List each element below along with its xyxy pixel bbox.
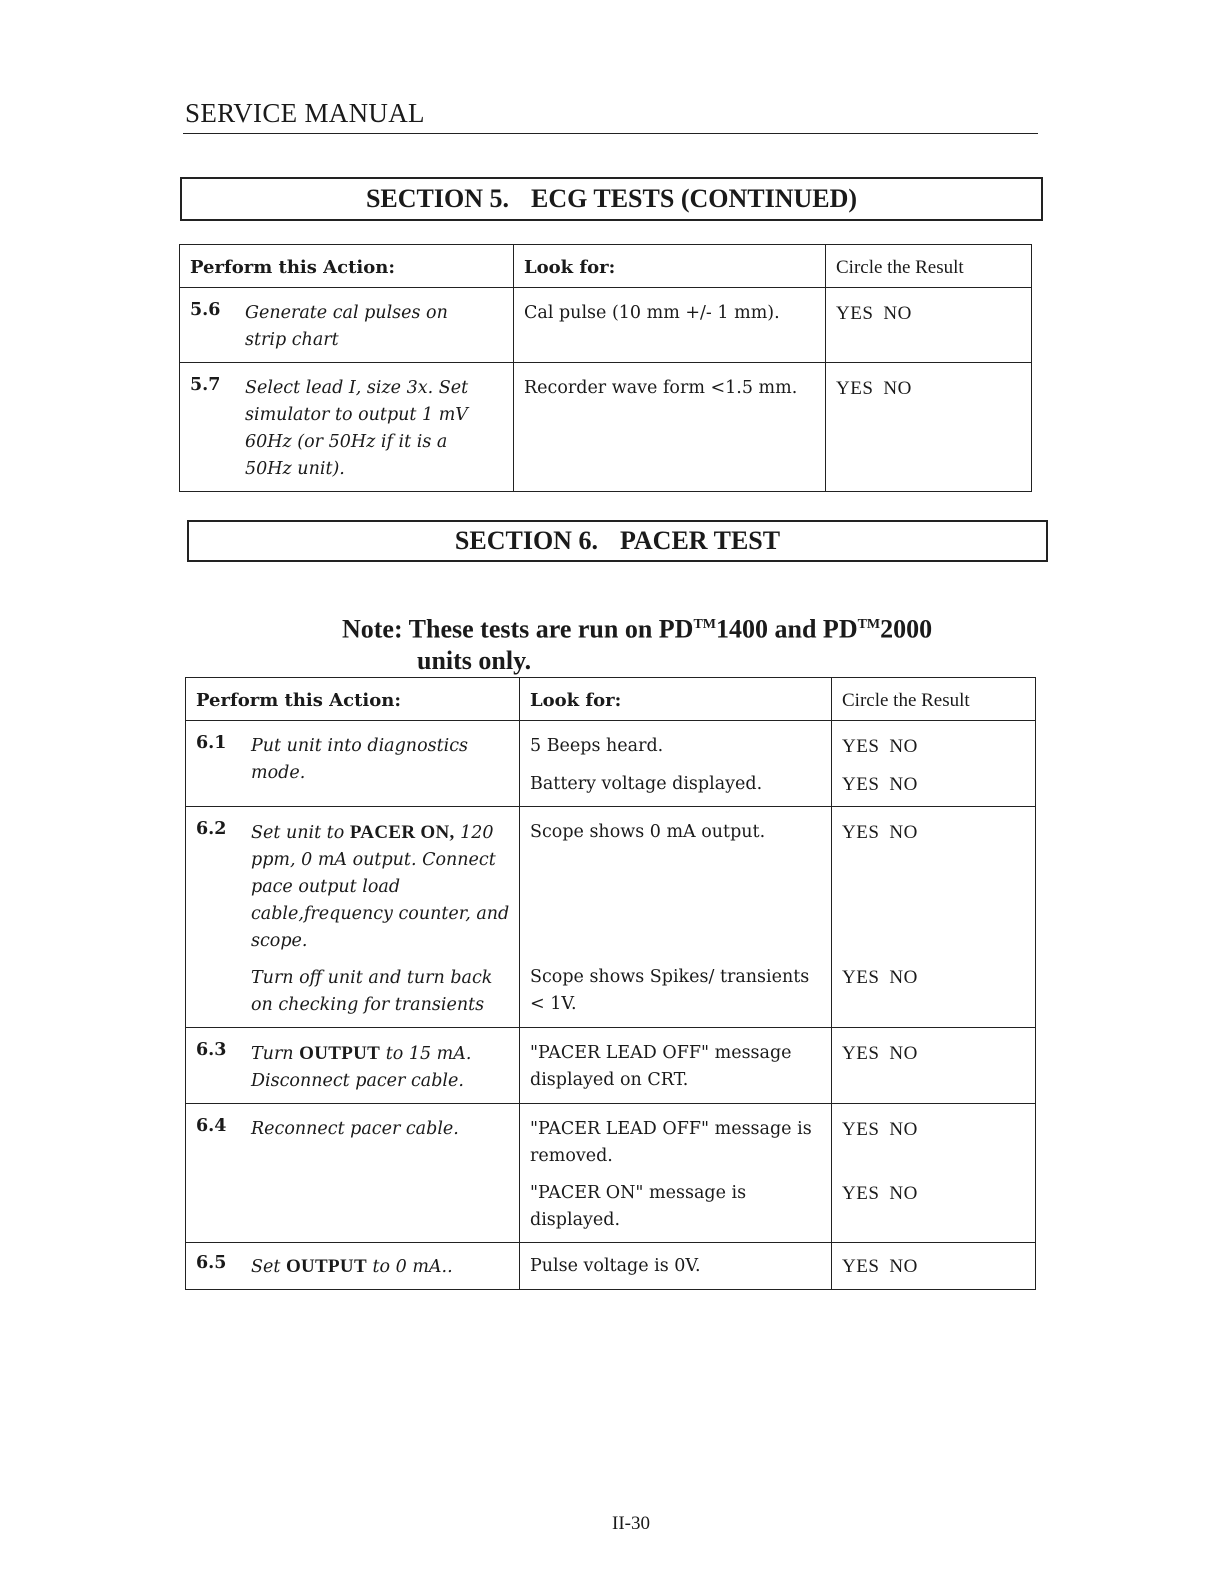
step-action: Reconnect pacer cable. [251, 1119, 459, 1139]
table-row [186, 807, 1036, 1028]
step-action: Select lead I, size 3x. Set simulator to output 1 mV 60Hz (or 50Hz if it is a 50Hz unit). [245, 378, 469, 479]
result-no[interactable]: NO [883, 303, 912, 324]
result-options [842, 1116, 1027, 1143]
result-no[interactable]: NO [889, 1119, 918, 1140]
note-line-2: units only. [417, 646, 532, 675]
result-yes[interactable]: YES [842, 967, 880, 988]
table-row [186, 721, 1036, 807]
note-model-1: 1400 and PD [716, 614, 858, 644]
step-number: 6.5 [196, 1253, 227, 1273]
step-look-for: Cal pulse (10 mm +/- 1 mm). [524, 303, 780, 323]
table-row [186, 1028, 1036, 1104]
step-look-for-group [520, 721, 831, 806]
table-header-row [180, 245, 1032, 288]
result-no[interactable]: NO [889, 967, 918, 988]
step-look-for: "PACER LEAD OFF" message displayed on CRT. [530, 1043, 792, 1090]
step-action: Put unit into diagnostics mode. [251, 736, 469, 783]
step-look-for: 5 Beeps heard. [530, 736, 664, 756]
step-number: 5.6 [190, 300, 221, 320]
step-look-for: "PACER LEAD OFF" message is removed. [530, 1119, 812, 1166]
table-row [180, 363, 1032, 492]
step-action-text: to 0 mA.. [366, 1257, 453, 1277]
step-action: Generate cal pulses on strip chart [245, 303, 448, 350]
page-number: II-30 [612, 1513, 650, 1534]
step-action-keyword: OUTPUT [299, 1043, 381, 1064]
result-options [842, 733, 1027, 760]
column-header-result: Circle the Result [826, 245, 1032, 288]
table-row [180, 288, 1032, 363]
step-action [251, 1253, 453, 1281]
step-action: Turn off unit and turn back on checking for transients [251, 968, 493, 1015]
result-no[interactable]: NO [889, 1183, 918, 1204]
section-5-title: ECG TESTS (CONTINUED) [531, 184, 858, 213]
step-look-for: Recorder wave form <1.5 mm. [524, 378, 798, 398]
result-no[interactable]: NO [883, 378, 912, 399]
result-no[interactable]: NO [889, 1043, 918, 1064]
result-no[interactable]: NO [889, 822, 918, 843]
section-5-label: SECTION 5. [365, 184, 509, 213]
result-no[interactable]: NO [889, 1256, 918, 1277]
result-options-group [832, 1104, 1035, 1215]
section-6-label: SECTION 6. [454, 526, 598, 555]
section-6-table [185, 677, 1036, 1290]
result-options [826, 288, 1031, 335]
step-look-for: Battery voltage displayed. [530, 774, 763, 794]
step-action [251, 819, 511, 955]
result-yes[interactable]: YES [842, 774, 880, 795]
table-row [186, 1104, 1036, 1243]
step-number: 6.1 [196, 733, 227, 753]
page-header-title: SERVICE MANUAL [185, 98, 425, 128]
result-options [842, 1180, 1027, 1207]
section-6-banner [187, 520, 1048, 562]
result-options-group [832, 807, 1035, 999]
step-action-text: Set [251, 1257, 286, 1277]
result-yes[interactable]: YES [842, 1043, 880, 1064]
column-header-action: Perform this Action: [186, 678, 520, 721]
step-look-for-group [520, 807, 831, 1026]
note-model-2: 2000 [880, 614, 933, 644]
result-options [826, 363, 1031, 410]
result-options [842, 771, 1027, 798]
result-options [842, 964, 1027, 991]
trademark-mark: TM [857, 617, 881, 632]
step-number: 6.4 [196, 1116, 227, 1136]
result-yes[interactable]: YES [836, 303, 874, 324]
result-options [832, 1028, 1035, 1075]
note-prefix: Note: These tests are run on PD [342, 614, 694, 644]
result-options-group [832, 721, 1035, 806]
step-number: 6.3 [196, 1040, 227, 1060]
column-header-action: Perform this Action: [180, 245, 514, 288]
step-look-for: Scope shows Spikes/ transients < 1V. [530, 967, 810, 1014]
step-look-for: Pulse voltage is 0V. [530, 1256, 701, 1276]
step-action-text: 120 ppm, 0 mA output. Connect pace output load cable,frequency counter, and scope. [251, 823, 510, 951]
step-number: 5.7 [190, 375, 221, 395]
result-options [832, 1243, 1035, 1288]
step-action-keyword: PACER ON, [349, 822, 455, 843]
result-yes[interactable]: YES [842, 822, 880, 843]
result-yes[interactable]: YES [842, 736, 880, 757]
result-no[interactable]: NO [889, 774, 918, 795]
step-action-text: Set unit to [251, 823, 350, 843]
section-6-title: PACER TEST [619, 526, 781, 555]
step-action-text: Turn [251, 1044, 300, 1064]
header-rule [183, 133, 1038, 134]
step-number: 6.2 [196, 819, 227, 839]
note-line-1 [342, 607, 932, 648]
result-options [842, 819, 1027, 846]
column-header-look: Look for: [514, 245, 826, 288]
table-header-row [186, 678, 1036, 721]
step-action-keyword: OUTPUT [285, 1256, 367, 1277]
step-look-for: "PACER ON" message is displayed. [530, 1183, 747, 1230]
section-5-table [179, 244, 1032, 492]
result-yes[interactable]: YES [842, 1183, 880, 1204]
step-action-text: to 15 mA. Disconnect pacer cable. [251, 1044, 472, 1091]
step-action [251, 1040, 511, 1095]
trademark-mark: TM [693, 617, 717, 632]
result-yes[interactable]: YES [842, 1119, 880, 1140]
step-look-for: Scope shows 0 mA output. [530, 822, 766, 842]
result-yes[interactable]: YES [836, 378, 874, 399]
section-5-banner [180, 177, 1043, 221]
column-header-result: Circle the Result [832, 678, 1036, 721]
step-look-for-group [520, 1104, 831, 1242]
table-row [186, 1243, 1036, 1290]
result-yes[interactable]: YES [842, 1256, 880, 1277]
result-no[interactable]: NO [889, 736, 918, 757]
column-header-look: Look for: [520, 678, 832, 721]
